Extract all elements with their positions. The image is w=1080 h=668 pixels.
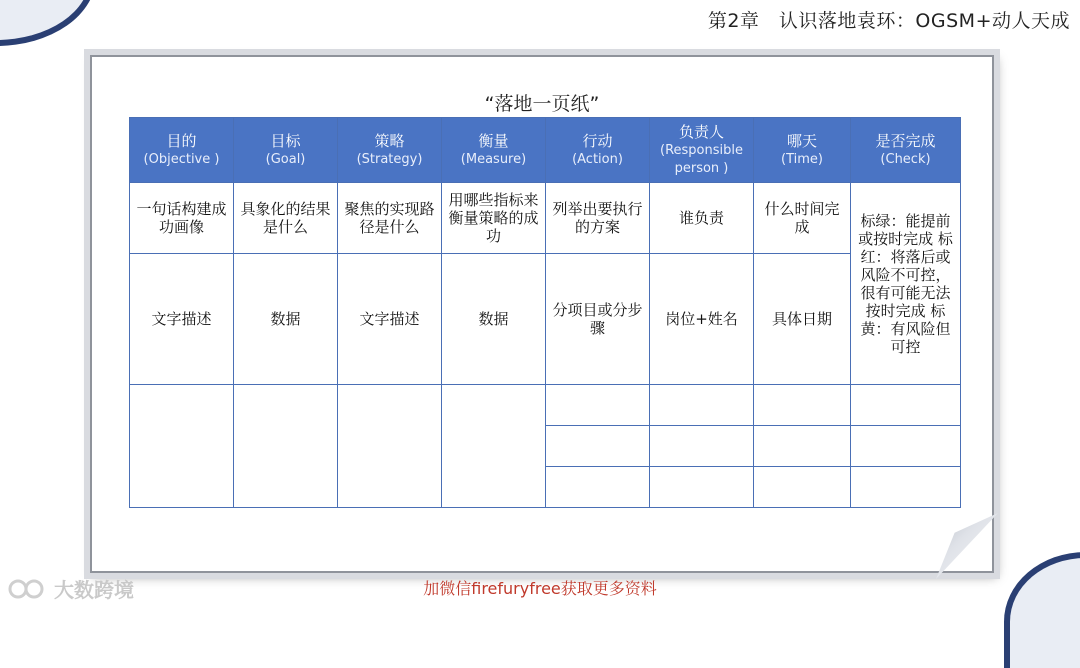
table-cell-empty xyxy=(650,385,754,426)
table-cell: 具体日期 xyxy=(754,254,851,385)
table-cell: 具象化的结果是什么 xyxy=(234,183,338,254)
header-goal: 目标 (Goal) xyxy=(234,118,338,183)
header-check: 是否完成 (Check) xyxy=(851,118,961,183)
table-row xyxy=(130,183,961,254)
table-row xyxy=(130,254,961,385)
header-action: 行动 (Action) xyxy=(546,118,650,183)
corner-decoration-top-left xyxy=(0,0,96,46)
table-cell-empty xyxy=(130,385,234,508)
table-cell: 文字描述 xyxy=(130,254,234,385)
header-objective: 目的 (Objective ) xyxy=(130,118,234,183)
table-cell-empty xyxy=(546,426,650,467)
chapter-title: 第2章 认识落地袁环：OGSM+动人天成 xyxy=(707,10,1070,32)
table-cell-empty xyxy=(851,426,961,467)
table-cell: 数据 xyxy=(442,254,546,385)
table-cell-empty xyxy=(442,385,546,508)
table-cell: 数据 xyxy=(234,254,338,385)
table-row-empty xyxy=(130,385,961,426)
footer-promo-text: 加微信firefuryfree获取更多资料 xyxy=(423,579,657,598)
table-header-row xyxy=(130,118,961,183)
table-cell: 文字描述 xyxy=(338,254,442,385)
watermark-text: 大数跨境 xyxy=(54,578,134,602)
table-cell-empty xyxy=(754,385,851,426)
header-responsible: 负责人 (Responsible person ) xyxy=(650,118,754,183)
table-cell-empty xyxy=(851,467,961,508)
table-cell-empty xyxy=(650,426,754,467)
corner-decoration-bottom-right xyxy=(1004,552,1080,668)
sheet-title: “落地一页纸” xyxy=(484,93,600,115)
table-cell: 列举出要执行的方案 xyxy=(546,183,650,254)
ogsm-table xyxy=(129,117,961,508)
table-cell: 用哪些指标来衡量策略的成功 xyxy=(442,183,546,254)
table-cell-empty xyxy=(546,467,650,508)
table-cell-empty xyxy=(851,385,961,426)
table-cell: 谁负责 xyxy=(650,183,754,254)
table-cell: 岗位+姓名 xyxy=(650,254,754,385)
table-cell: 一句话构建成功画像 xyxy=(130,183,234,254)
table-cell-empty xyxy=(234,385,338,508)
table-cell: 分项目或分步骤 xyxy=(546,254,650,385)
table-cell-empty xyxy=(754,426,851,467)
table-cell-empty xyxy=(754,467,851,508)
check-notes-cell: 标绿：能提前或按时完成 标红：将落后或风险不可控，很有可能无法按时完成 标黄：有风险但可控 xyxy=(851,183,961,385)
paper-sheet xyxy=(90,55,994,573)
table-cell: 什么时间完成 xyxy=(754,183,851,254)
header-time: 哪天 (Time) xyxy=(754,118,851,183)
table-cell-empty xyxy=(338,385,442,508)
header-strategy: 策略 (Strategy) xyxy=(338,118,442,183)
table-cell-empty xyxy=(650,467,754,508)
table-cell: 聚焦的实现路径是什么 xyxy=(338,183,442,254)
table-cell-empty xyxy=(546,385,650,426)
header-measure: 衡量 (Measure) xyxy=(442,118,546,183)
page-curl xyxy=(936,513,998,579)
